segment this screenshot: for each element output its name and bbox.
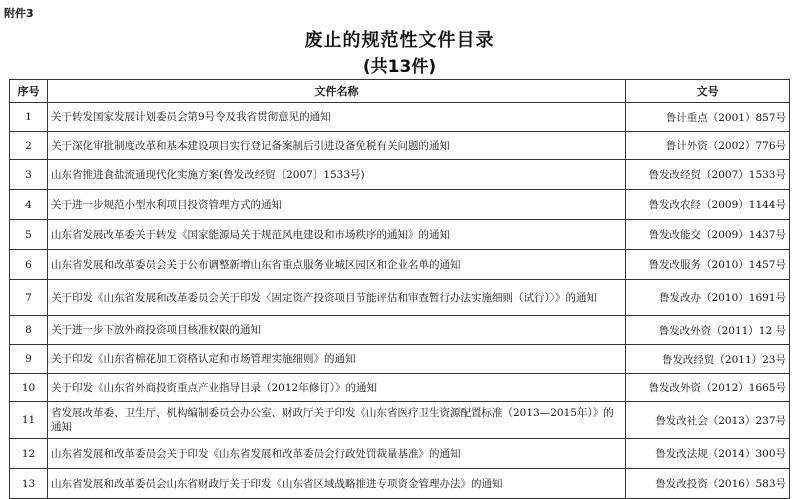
row-doc-number: 鲁发改服务（2010）1457号 (626, 250, 790, 280)
row-seq: 10 (10, 374, 48, 402)
table-header-row (10, 80, 790, 103)
row-doc-name: 省发展改革委、卫生厅、机构编制委员会办公室、财政厅关于印发《山东省医疗卫生资源配置标准（2013—2015年）》的通知 (48, 402, 626, 439)
row-doc-name: 关于进一步规范小型水利项目投资管理方式的通知 (48, 190, 626, 220)
table-row (10, 439, 790, 469)
row-doc-number: 鲁发改经贸（2007）1533号 (626, 160, 790, 190)
row-seq: 5 (10, 220, 48, 250)
page-title: 废止的规范性文件目录 (304, 30, 495, 51)
table-row (10, 345, 790, 374)
row-doc-name: 关于转发国家发展计划委员会第9号令及我省贯彻意见的通知 (48, 103, 626, 132)
row-doc-number: 鲁发改能交（2009）1437号 (626, 220, 790, 250)
row-doc-number: 鲁发改办（2010）1691号 (626, 280, 790, 316)
table-row (10, 469, 790, 499)
row-doc-number: 鲁发改外资（2012）1665号 (626, 374, 790, 402)
row-doc-number: 鲁发改农经（2009）1144号 (626, 190, 790, 220)
table-row (10, 160, 790, 190)
row-doc-name: 关于进一步下放外商投资项目核准权限的通知 (48, 316, 626, 345)
table-row (10, 280, 790, 316)
header-seq: 序号 (10, 80, 48, 103)
row-doc-number: 鲁发改经贸（2011）23号 (626, 345, 790, 374)
row-seq: 1 (10, 103, 48, 132)
page-subtitle: (共13件) (362, 57, 437, 77)
table-row (10, 103, 790, 132)
attachment-label: 附件3 (4, 7, 34, 20)
row-doc-name: 关于印发《山东省发展和改革委员会关于印发〈固定资产投资项目节能评估和审查暂行办法实施细则（试行）〉》的通知 (48, 280, 626, 316)
table-row (10, 220, 790, 250)
row-doc-name: 关于印发《山东省棉花加工资格认定和市场管理实施细则》的通知 (48, 345, 626, 374)
table-row (10, 250, 790, 280)
header-name: 文件名称 (48, 80, 626, 103)
row-doc-number: 鲁计重点（2001）857号 (626, 103, 790, 132)
table-row (10, 132, 790, 160)
row-doc-name: 山东省推进食盐流通现代化实施方案(鲁发改经贸〔2007〕1533号) (48, 160, 626, 190)
row-seq: 9 (10, 345, 48, 374)
row-doc-name: 关于印发《山东省外商投资重点产业指导目录（2012年修订）》的通知 (48, 374, 626, 402)
row-seq: 7 (10, 280, 48, 316)
row-seq: 2 (10, 132, 48, 160)
row-seq: 12 (10, 439, 48, 469)
table-row (10, 374, 790, 402)
row-doc-number: 鲁发改投资（2016）583号 (626, 469, 790, 499)
row-doc-number: 鲁发改法规（2014）300号 (626, 439, 790, 469)
row-doc-name: 山东省发展和改革委员会山东省财政厅关于印发《山东省区域战略推进专项资金管理办法》的通知 (48, 469, 626, 499)
row-seq: 8 (10, 316, 48, 345)
row-doc-name: 山东省发展和改革委员会关于公布调整新增山东省重点服务业城区园区和企业名单的通知 (48, 250, 626, 280)
table-row (10, 402, 790, 439)
row-seq: 6 (10, 250, 48, 280)
row-doc-name: 山东省发展改革委关于转发《国家能源局关于规范风电建设和市场秩序的通知》的通知 (48, 220, 626, 250)
table-row (10, 190, 790, 220)
row-seq: 13 (10, 469, 48, 499)
row-doc-number: 鲁发改社会（2013）237号 (626, 402, 790, 439)
row-doc-number: 鲁发改外资（2011）12 号 (626, 316, 790, 345)
table-row (10, 316, 790, 345)
document-catalog-table (9, 79, 790, 499)
row-seq: 3 (10, 160, 48, 190)
row-doc-name: 关于深化审批制度改革和基本建设项目实行登记备案制后引进设备免税有关问题的通知 (48, 132, 626, 160)
header-doc-no: 文号 (626, 80, 790, 103)
row-doc-number: 鲁计外资（2002）776号 (626, 132, 790, 160)
row-seq: 4 (10, 190, 48, 220)
row-seq: 11 (10, 402, 48, 439)
row-doc-name: 山东省发展和改革委员会关于印发《山东省发展和改革委员会行政处罚裁量基准》的通知 (48, 439, 626, 469)
